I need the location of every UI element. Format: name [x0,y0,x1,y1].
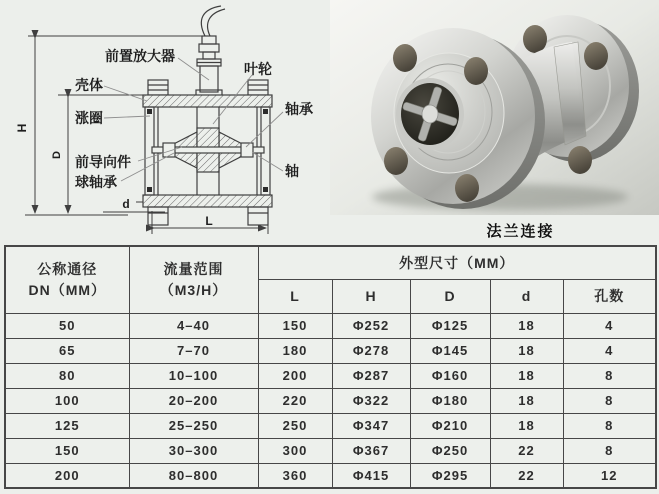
bolt-hole [464,57,488,85]
table-cell: 180 [258,338,332,363]
table-cell: Φ125 [410,313,490,338]
table-row [5,413,656,438]
table-cell: 250 [258,413,332,438]
table-cell: 8 [563,363,656,388]
table-cell: Φ295 [410,463,490,488]
header-text: DN（MM） [28,281,107,298]
bolt-hole [393,44,417,72]
table-cell: 18 [490,313,563,338]
label-expansion-ring: 涨圈 [75,110,103,126]
table-cell: Φ250 [410,438,490,463]
table-cell: 30–300 [129,438,258,463]
table-cell: 4 [563,338,656,363]
preamplifier-sensor [196,6,225,96]
dim-label-d: d [122,197,130,211]
bolt-hole [568,146,592,174]
table-cell: 7–70 [129,338,258,363]
table-cell: 18 [490,338,563,363]
label-shaft: 轴 [285,163,299,179]
table-cell: Φ160 [410,363,490,388]
label-housing: 壳体 [75,77,103,93]
bolt-hole [455,174,479,202]
table-cell: 220 [258,388,332,413]
table-cell: 300 [258,438,332,463]
table-row [5,313,656,338]
header-H: H [332,279,410,313]
table-cell: 4–40 [129,313,258,338]
table-cell: 12 [563,463,656,488]
header-dimensions-group: 外型尺寸（MM） [258,246,656,279]
table-cell: Φ322 [332,388,410,413]
header-D: D [410,279,490,313]
header-text: 流量范围 [163,260,224,277]
turbine-hub [422,105,438,123]
top-section [0,0,659,245]
label-bearing: 轴承 [285,101,313,117]
dim-label-L: L [205,214,213,228]
table-cell: 200 [5,463,129,488]
table-cell: 150 [5,438,129,463]
bolt-hole [384,147,408,175]
header-flow-range [129,246,258,313]
table-cell: 65 [5,338,129,363]
table-cell: Φ367 [332,438,410,463]
table-row [5,463,656,488]
table-row [5,388,656,413]
spec-table [4,245,657,489]
table-cell: 8 [563,388,656,413]
table-cell: 8 [563,438,656,463]
header-hole-count: 孔数 [563,279,656,313]
dim-label-D: D [51,151,63,159]
header-L: L [258,279,332,313]
table-cell: 22 [490,438,563,463]
table-cell: Φ210 [410,413,490,438]
table-cell: 22 [490,463,563,488]
flow-meter-schematic [0,0,330,245]
table-cell: Φ278 [332,338,410,363]
dim-label-H: H [15,123,29,133]
table-cell: 80–800 [129,463,258,488]
table-cell: 100 [5,388,129,413]
table-row [5,338,656,363]
table-cell: 360 [258,463,332,488]
table-cell: Φ145 [410,338,490,363]
product-photo [330,0,659,245]
table-cell: 8 [563,413,656,438]
table-cell: 150 [258,313,332,338]
table-cell: 18 [490,363,563,388]
header-text: 公称通径 [37,260,98,277]
label-front-guide: 前导向件 [75,154,131,170]
table-cell: 4 [563,313,656,338]
table-cell: 10–100 [129,363,258,388]
label-preamplifier: 前置放大器 [105,48,175,64]
header-text: （M3/H） [159,281,228,298]
table-row [5,438,656,463]
table-cell: 25–250 [129,413,258,438]
bolt-hole [523,25,547,53]
schematic-diagram [0,0,330,245]
table-cell: 50 [5,313,129,338]
flow-meter-photo [330,0,659,215]
label-impeller: 叶轮 [244,61,272,77]
table-cell: Φ287 [332,363,410,388]
table-cell: 18 [490,388,563,413]
table-row [5,363,656,388]
table-cell: 18 [490,413,563,438]
table-cell: 20–200 [129,388,258,413]
table-cell: Φ180 [410,388,490,413]
header-nominal-diameter [5,246,129,313]
table-cell: 125 [5,413,129,438]
bolt-hole [584,42,608,70]
table-cell: 200 [258,363,332,388]
photo-caption: 法兰连接 [486,223,555,240]
table-cell: Φ252 [332,313,410,338]
table-cell: 80 [5,363,129,388]
table-cell: Φ347 [332,413,410,438]
table-cell: Φ415 [332,463,410,488]
header-d: d [490,279,563,313]
label-ball-bearing: 球轴承 [75,174,117,190]
